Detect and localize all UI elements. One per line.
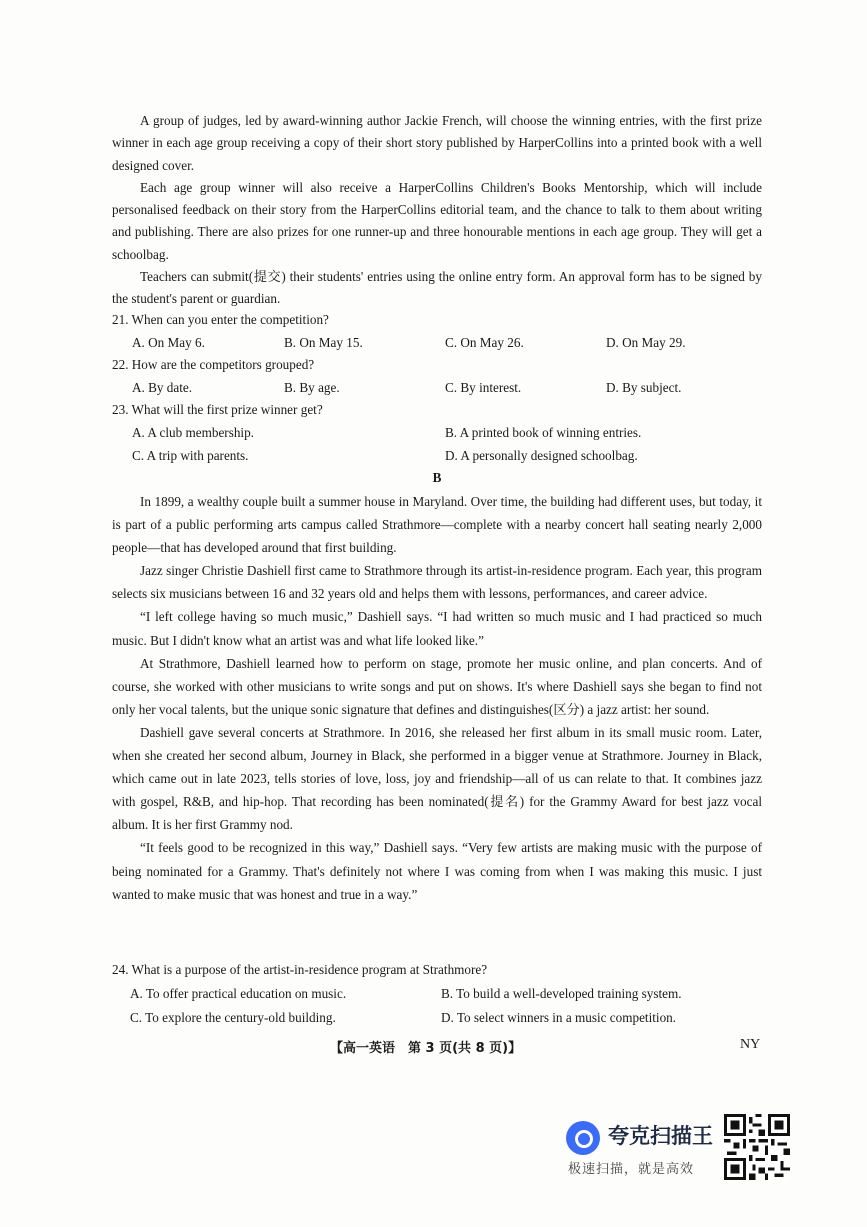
option: A. On May 6. xyxy=(132,334,205,350)
questions-a xyxy=(112,309,772,467)
paragraph: A group of judges, led by award-winning author Jackie French, will choose the winning entries, with the first prize winner in each age group receiving a copy of their short story published by HarperCollins into a printed book with a well designed cover. xyxy=(112,113,762,173)
option: D. On May 29. xyxy=(606,334,686,350)
option: B. By age. xyxy=(284,379,340,395)
question-options xyxy=(112,422,772,445)
question-options xyxy=(112,332,772,355)
qr-code-icon xyxy=(724,1114,790,1180)
scanner-watermark xyxy=(566,1118,726,1178)
paragraph: Teachers can submit(提交) their students' entries using the online entry form. An approval form has to be signed by the student's parent or guardian. xyxy=(112,269,762,307)
option: D. By subject. xyxy=(606,379,682,395)
option: B. On May 15. xyxy=(284,334,363,350)
question-options xyxy=(112,1006,772,1030)
section-b-label: B xyxy=(432,470,442,485)
question-stem: 21. When can you enter the competition? xyxy=(112,312,329,327)
paragraph: Each age group winner will also receive a HarperCollins Children's Books Mentorship, which will include personalised feedback on their story from the HarperCollins editorial team, and the chance to talk to them about writing and publishing. There are also prizes for one runner-up and three honourable mentions in each age group. They will get a schoolbag. xyxy=(112,179,762,262)
option: C. On May 26. xyxy=(445,334,524,350)
question-24 xyxy=(112,958,772,1030)
option: C. To explore the century-old building. xyxy=(130,1010,336,1025)
option: B. A printed book of winning entries. xyxy=(445,424,642,440)
scanner-brand-name: 夸克扫描王 xyxy=(608,1124,713,1148)
paragraph: Dashiell gave several concerts at Strathmore. In 2016, she released her first album in its small music room. Later, when she created her second album, Journey in Black, she performed in a bigger venue at Strathmore. Journey in Black, which came out in late 2023, tells stories of love, loss, joy and friendship—all of us can relate to that. It combines jazz with gospel, R&B, and hip-hop. That recording has been nominated(提名) for the Grammy Award for best jazz vocal album. It is her first Grammy nod. xyxy=(112,724,762,833)
option: A. By date. xyxy=(132,379,193,395)
scanner-slogan: 极速扫描，就是高效 xyxy=(568,1162,695,1177)
option: B. To build a well-developed training system. xyxy=(441,986,682,1001)
option: A. A club membership. xyxy=(132,424,254,440)
question-stem: 22. How are the competitors grouped? xyxy=(112,357,315,373)
option: D. A personally designed schoolbag. xyxy=(445,447,638,463)
question-stem: 23. What will the first prize winner get? xyxy=(112,402,323,418)
question-options xyxy=(112,377,772,400)
option: C. A trip with parents. xyxy=(132,447,249,463)
paragraph: “I left college having so much music,” Dashiell says. “I had written so much music and I had practiced so much music. But I didn't know what an artist was and what life looked like.” xyxy=(112,609,762,648)
option: C. By interest. xyxy=(445,379,522,395)
option: D. To select winners in a music competition. xyxy=(441,1010,677,1025)
question-stem: 24. What is a purpose of the artist-in-residence program at Strathmore? xyxy=(112,962,488,977)
paragraph: At Strathmore, Dashiell learned how to perform on stage, promote her music online, and plan concerts. And of course, she worked with other musicians to write songs and put on shows. It's where Dashiell says she began to find not only her vocal talents, but the unique sonic signature that defines and distinguishes(区分) a jazz artist: her sound. xyxy=(112,655,762,717)
scanner-logo-icon xyxy=(566,1121,600,1155)
passage-a-ending xyxy=(112,110,762,311)
paragraph: Jazz singer Christie Dashiell first came to Strathmore through its artist-in-residence program. Each year, this program selects six musicians between 16 and 32 years old and helps them with lessons, performances, and career advice. xyxy=(112,563,762,602)
question-options xyxy=(112,445,772,468)
paper-code: NY xyxy=(740,1037,761,1052)
option: A. To offer practical education on music. xyxy=(130,986,347,1001)
page-number-label: 【高一英语 第 3 页(共 8 页)】 xyxy=(330,1041,522,1056)
paragraph: In 1899, a wealthy couple built a summer house in Maryland. Over time, the building had different uses, but today, it is part of a public performing arts campus called Strathmore—complete with a nearby concert hall seating nearly 2,000 people—that has developed around that first building. xyxy=(112,494,762,556)
passage-b xyxy=(112,490,762,906)
paragraph: “It feels good to be recognized in this way,” Dashiell says. “Very few artists are making music with the purpose of being nominated for a Grammy. That's definitely not where I was coming from when I was making this music. I just wanted to make music that was honest and true in a way.” xyxy=(112,840,762,902)
question-options xyxy=(112,982,772,1006)
